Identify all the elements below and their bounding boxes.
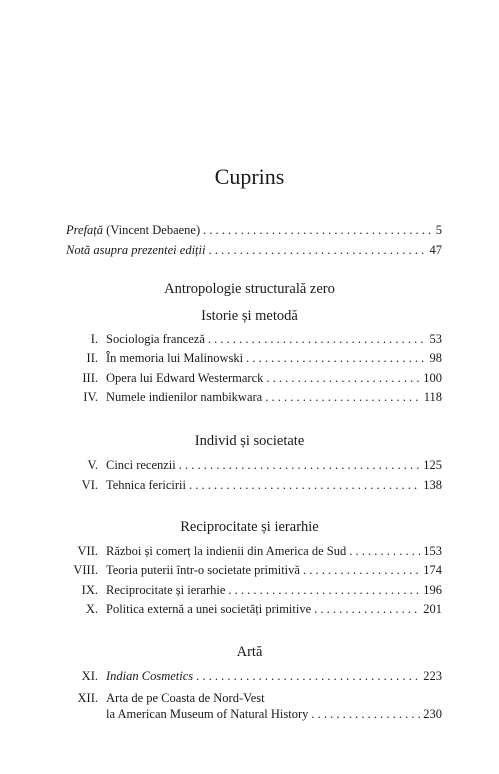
entry-roman-numeral: IX. bbox=[81, 583, 98, 597]
entry-roman-numeral: XII. bbox=[77, 691, 98, 705]
entry-page-number: 201 bbox=[423, 602, 442, 616]
entry-title: Război și comerț la indienii din America de Sud bbox=[106, 544, 347, 558]
toc-entry-edition-note bbox=[66, 242, 442, 258]
dot-leader bbox=[246, 350, 426, 366]
toc-entry bbox=[106, 370, 442, 386]
toc-entry bbox=[106, 350, 442, 366]
entry-page-number: 100 bbox=[423, 371, 442, 385]
toc-entry bbox=[106, 457, 442, 473]
page-title: Cuprins bbox=[214, 164, 285, 189]
dot-leader bbox=[314, 601, 420, 617]
entry-page-number: 230 bbox=[423, 707, 442, 721]
entry-page-number: 174 bbox=[423, 563, 442, 577]
toc-entry bbox=[106, 668, 442, 684]
entry-title: În memoria lui Malinowski bbox=[106, 351, 244, 365]
toc-entry-two-line bbox=[106, 690, 442, 722]
entry-title: Cinci recenzii bbox=[106, 458, 176, 472]
dot-leader bbox=[303, 562, 420, 578]
dot-leader bbox=[179, 457, 420, 473]
section-heading: Artă bbox=[236, 644, 263, 660]
dot-leader bbox=[349, 543, 420, 559]
entry-title-italic: Prefață bbox=[66, 223, 104, 237]
dot-leader bbox=[208, 331, 427, 347]
dot-leader bbox=[203, 222, 433, 238]
toc-entry bbox=[106, 601, 442, 617]
entry-page-number: 47 bbox=[429, 243, 442, 257]
entry-page-number: 138 bbox=[423, 478, 442, 492]
entry-page-number: 5 bbox=[435, 223, 442, 237]
entry-title-continued: la American Museum of Natural History bbox=[106, 707, 309, 721]
entry-roman-numeral: V. bbox=[87, 458, 98, 472]
dot-leader bbox=[189, 477, 420, 493]
toc-entry bbox=[106, 562, 442, 578]
entry-page-number: 118 bbox=[423, 390, 442, 404]
toc-entry bbox=[106, 331, 442, 347]
entry-title: Arta de pe Coasta de Nord-Vest bbox=[106, 691, 265, 705]
entry-page-number: 53 bbox=[429, 332, 442, 346]
entry-title: Numele indienilor nambikwara bbox=[106, 390, 263, 404]
entry-roman-numeral: I. bbox=[90, 332, 98, 346]
toc-entry bbox=[106, 543, 442, 559]
entry-page-number: 196 bbox=[423, 583, 442, 597]
entry-roman-numeral: X. bbox=[85, 602, 98, 616]
part-title: Antropologie structurală zero bbox=[164, 281, 335, 297]
section-heading: Reciprocitate și ierarhie bbox=[180, 519, 319, 535]
dot-leader bbox=[196, 668, 420, 684]
dot-leader bbox=[266, 370, 420, 386]
entry-roman-numeral: II. bbox=[86, 351, 98, 365]
entry-title: Sociologia franceză bbox=[106, 332, 205, 346]
entry-title: Politica externă a unei societăți primitive bbox=[106, 602, 312, 616]
entry-title-italic: Indian Cosmetics bbox=[106, 669, 194, 683]
entry-roman-numeral: VIII. bbox=[73, 563, 98, 577]
entry-page-number: 223 bbox=[423, 669, 442, 683]
entry-roman-numeral: VI. bbox=[81, 478, 98, 492]
entry-title: Tehnica fericirii bbox=[106, 478, 186, 492]
entry-roman-numeral: VII. bbox=[77, 544, 98, 558]
entry-title: Teoria puterii într-o societate primitivă bbox=[106, 563, 300, 577]
dot-leader bbox=[228, 582, 420, 598]
section-heading: Istorie și metodă bbox=[201, 308, 298, 324]
entry-page-number: 98 bbox=[429, 351, 442, 365]
toc-entry bbox=[106, 582, 442, 598]
entry-title-italic: Notă asupra prezentei ediții bbox=[66, 243, 206, 257]
dot-leader bbox=[311, 706, 420, 722]
entry-roman-numeral: IV. bbox=[83, 390, 98, 404]
toc-entry-preface bbox=[66, 222, 442, 238]
dot-leader bbox=[265, 389, 421, 405]
section-heading: Individ și societate bbox=[194, 433, 305, 449]
entry-page-number: 125 bbox=[423, 458, 442, 472]
entry-title: (Vincent Debaene) bbox=[103, 223, 201, 237]
entry-page-number: 153 bbox=[423, 544, 442, 558]
toc-entry bbox=[106, 477, 442, 493]
dot-leader bbox=[208, 242, 426, 258]
entry-title: Opera lui Edward Westermarck bbox=[106, 371, 264, 385]
toc-entry bbox=[106, 389, 442, 405]
entry-roman-numeral: XI. bbox=[81, 669, 98, 683]
entry-title: Reciprocitate și ierarhie bbox=[106, 583, 226, 597]
entry-roman-numeral: III. bbox=[82, 371, 98, 385]
